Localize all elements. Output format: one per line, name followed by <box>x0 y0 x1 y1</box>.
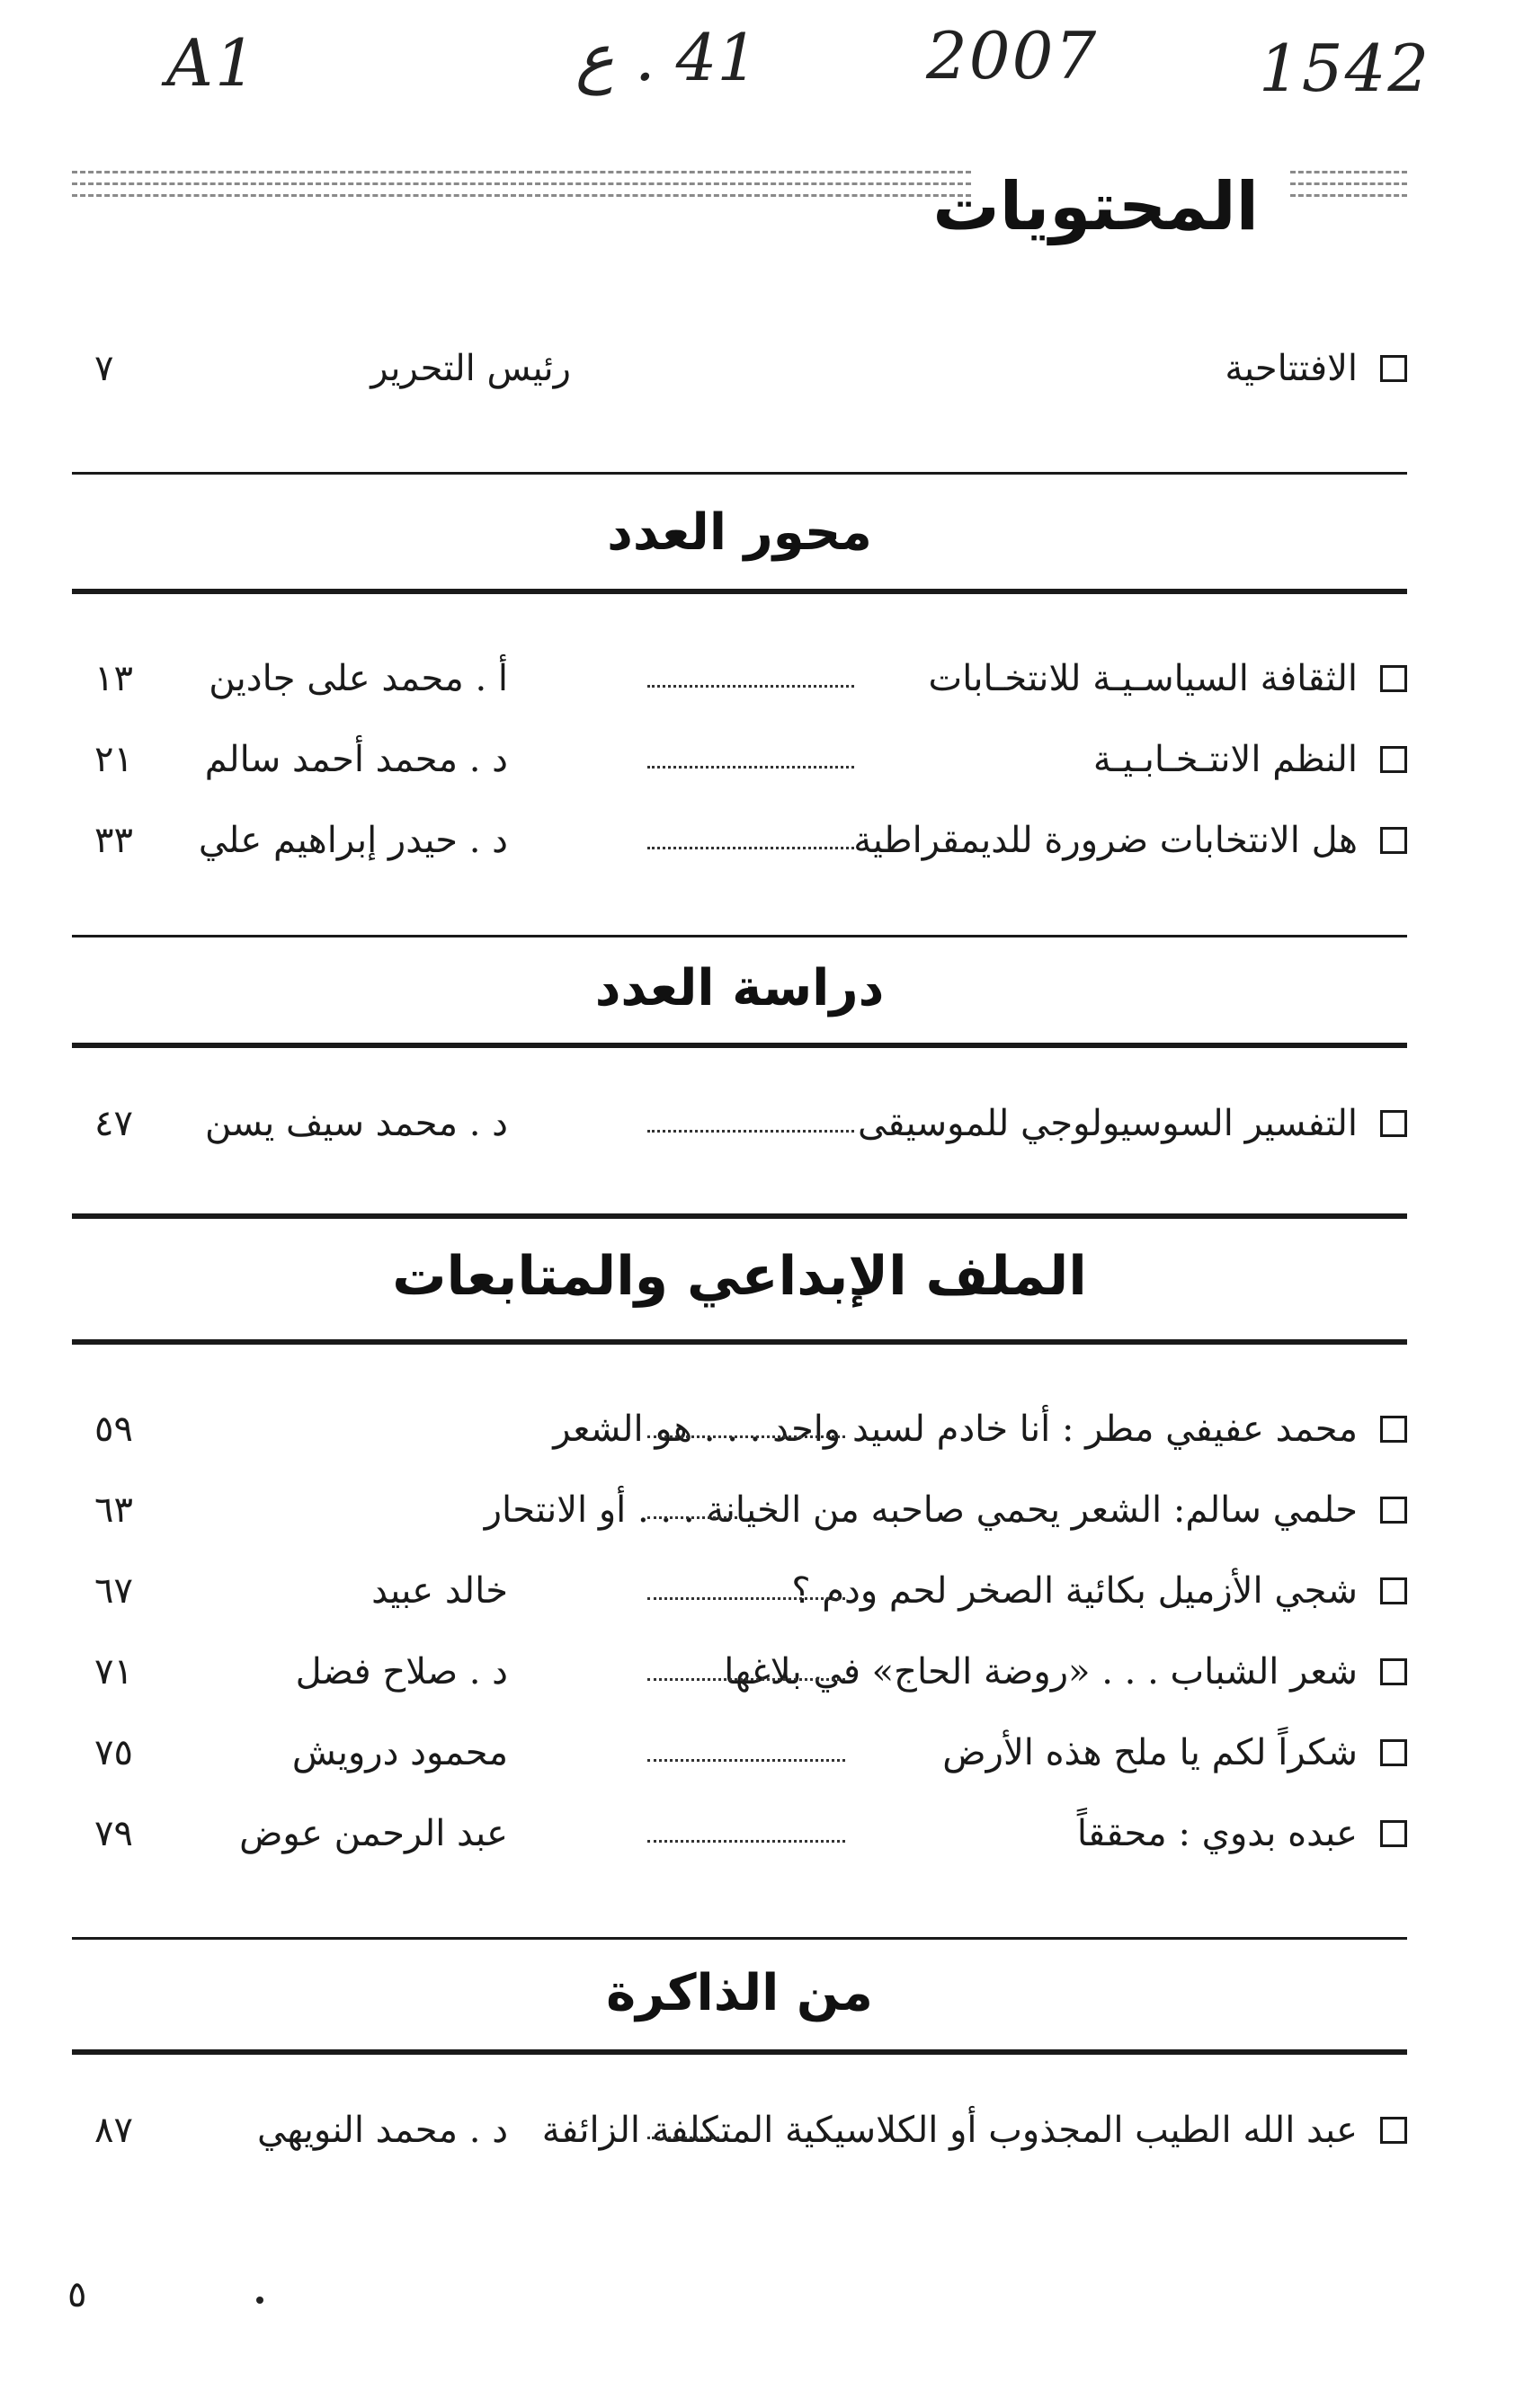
entry-page: ٢١ <box>94 739 133 780</box>
divider <box>72 1213 1407 1219</box>
toc-entry[interactable] <box>72 1640 1407 1703</box>
leader-dots <box>647 1721 845 1762</box>
entry-author: د . حيدر إبراهيم علي <box>198 820 508 861</box>
checkbox-icon <box>1380 1739 1407 1766</box>
toc-entry-opening[interactable] <box>72 337 1407 400</box>
handwritten-number: 1542 <box>1259 31 1431 106</box>
section-heading: الملف الإبداعي والمتابعات <box>392 1245 1087 1308</box>
toc-entry[interactable] <box>72 2099 1407 2162</box>
entry-page: ٦٣ <box>94 1489 133 1531</box>
entry-page: ٦٧ <box>94 1570 133 1612</box>
checkbox-icon <box>1380 1577 1407 1604</box>
toc-entry[interactable] <box>72 809 1407 872</box>
entry-page: ٣٣ <box>94 820 133 861</box>
entry-author: د . محمد سيف يسن <box>204 1103 508 1144</box>
handwritten-issue: 41 . ع <box>575 20 759 95</box>
leader-dots <box>647 1640 845 1681</box>
section-heading: دراسة العدد <box>594 959 885 1017</box>
divider <box>72 1937 1407 1940</box>
page-title: المحتويات <box>932 168 1259 245</box>
leader-dots <box>647 1398 845 1438</box>
toc-entry[interactable] <box>72 1802 1407 1865</box>
entry-title: عبده بدوي : محققاً <box>1076 1813 1358 1854</box>
divider <box>72 1339 1407 1345</box>
handwritten-code: A1 <box>166 25 258 101</box>
toc-entry[interactable] <box>72 1092 1407 1155</box>
toc-entry[interactable] <box>72 1721 1407 1784</box>
entry-page: ٧٥ <box>94 1732 133 1773</box>
entry-page: ٨٧ <box>94 2110 133 2151</box>
entry-author: د . محمد أحمد سالم <box>204 739 508 780</box>
leader-dots <box>647 1092 854 1133</box>
entry-page: ٧٩ <box>94 1813 133 1854</box>
entry-page: ٥٩ <box>94 1408 133 1450</box>
entry-title: الافتتاحية <box>1225 348 1358 389</box>
entry-title: شجي الأزميل بكائية الصخر لحم ودم ؟ <box>791 1570 1358 1612</box>
checkbox-icon <box>1380 1416 1407 1443</box>
handwritten-year: 2007 <box>926 18 1099 93</box>
checkbox-icon <box>1380 1110 1407 1137</box>
entry-title: التفسير السوسيولوجي للموسيقى <box>857 1103 1358 1144</box>
title-decoration-left <box>72 171 971 234</box>
entry-page: ١٣ <box>94 658 133 699</box>
entry-author: د . صلاح فضل <box>295 1651 508 1693</box>
checkbox-icon <box>1380 827 1407 854</box>
leader-dots <box>647 809 854 849</box>
entry-author: محمود درويش <box>291 1732 508 1773</box>
divider <box>72 1043 1407 1048</box>
section-heading: من الذاكرة <box>606 1964 873 2022</box>
divider <box>72 2049 1407 2055</box>
entry-title: الثقافة السياسـيـة للانتخـابات <box>928 658 1358 699</box>
entry-title: النظم الانتـخـابـيـة <box>1092 739 1358 780</box>
section-heading: محور العدد <box>607 503 872 562</box>
divider <box>72 935 1407 937</box>
entry-page: ٧١ <box>94 1651 133 1693</box>
leader-dots <box>647 647 854 688</box>
leader-dots <box>647 1802 845 1843</box>
entry-title: هل الانتخابات ضرورة للديمقراطية <box>853 820 1358 861</box>
toc-entry[interactable] <box>72 1559 1407 1622</box>
entry-title: حلمي سالم: الشعر يحمي صاحبه من الخيانة . . . أو الانتحار <box>484 1489 1358 1531</box>
entry-page: ٧ <box>94 348 114 389</box>
entry-title: شكراً لكم يا ملح هذه الأرض <box>942 1732 1358 1773</box>
leader-dots <box>647 1559 845 1600</box>
entry-author: د . محمد النويهي <box>257 2110 508 2151</box>
leader-dots <box>647 1479 737 1519</box>
checkbox-icon <box>1380 1658 1407 1685</box>
checkbox-icon <box>1380 1820 1407 1847</box>
entry-author: رئيس التحرير <box>370 348 571 389</box>
checkbox-icon <box>1380 2117 1407 2144</box>
checkbox-icon <box>1380 1497 1407 1524</box>
toc-entry[interactable] <box>72 1398 1407 1461</box>
toc-entry[interactable] <box>72 647 1407 710</box>
entry-title: محمد عفيفي مطر : أنا خادم لسيد واحد . . . هو الشعر <box>553 1408 1358 1450</box>
stray-dot <box>256 2297 263 2304</box>
footer-page-number: ٥ <box>67 2274 87 2315</box>
title-decoration-right <box>1290 171 1407 234</box>
entry-page: ٤٧ <box>94 1103 133 1144</box>
entry-author: عبد الرحمن عوض <box>239 1813 508 1854</box>
entry-title: شعر الشباب . . . «روضة الحاج» في بلاغها <box>724 1651 1358 1693</box>
checkbox-icon <box>1380 746 1407 773</box>
entry-title: عبد الله الطيب المجذوب أو الكلاسيكية المتكلفة الزائفة <box>541 2110 1358 2151</box>
toc-entry[interactable] <box>72 1479 1407 1542</box>
leader-dots <box>647 2099 719 2139</box>
toc-entry[interactable] <box>72 728 1407 791</box>
title-row <box>72 153 1407 261</box>
divider <box>72 472 1407 475</box>
entry-author: خالد عبيد <box>371 1570 508 1612</box>
leader-dots <box>647 728 854 769</box>
divider <box>72 589 1407 594</box>
checkbox-icon <box>1380 355 1407 382</box>
checkbox-icon <box>1380 665 1407 692</box>
entry-author: أ . محمد على جادين <box>209 658 508 699</box>
